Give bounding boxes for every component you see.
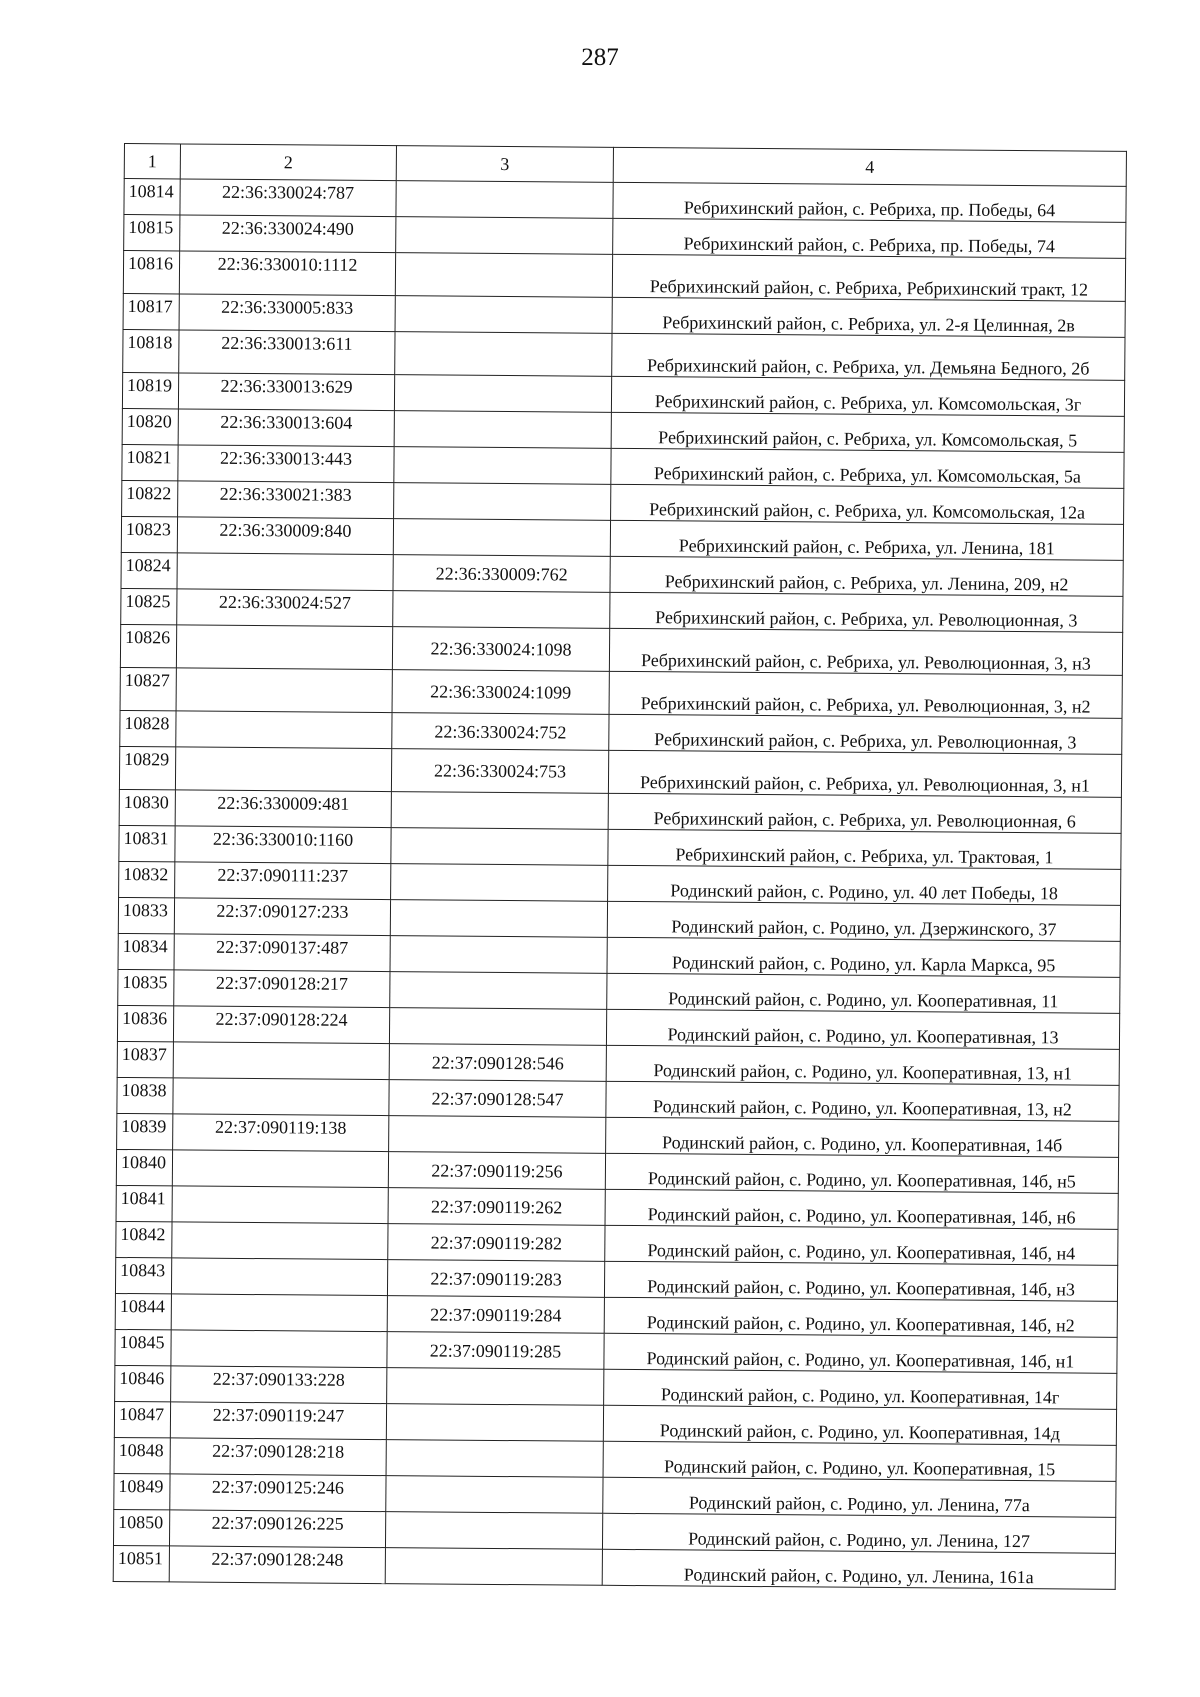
address-cell: Ребрихинский район, с. Ребриха, ул. Комсомольская, 3г — [611, 376, 1124, 416]
cadastral-number-alt-cell — [391, 864, 608, 902]
cadastral-number-cell — [173, 1078, 389, 1116]
cadastral-number-cell: 22:37:090128:218 — [170, 1438, 386, 1476]
table-row — [113, 1545, 1115, 1589]
address-cell: Ребрихинский район, с. Ребриха, Ребрихинский тракт, 12 — [612, 254, 1125, 301]
address-cell: Ребрихинский район, с. Ребриха, ул. Демьяна Бедного, 2б — [612, 333, 1125, 380]
address-cell: Родинский район, с. Родино, ул. Кооперативная, 14д — [603, 1405, 1116, 1445]
cadastral-number-alt-cell — [394, 447, 611, 485]
cadastral-number-cell: 22:36:330010:1160 — [175, 826, 391, 864]
address-cell: Ребрихинский район, с. Ребриха, ул. Революционная, 3 — [609, 714, 1122, 754]
row-number-cell: 10817 — [123, 293, 179, 329]
row-number-cell: 10827 — [120, 667, 176, 710]
row-number-cell: 10836 — [117, 1005, 173, 1041]
column-header-1: 1 — [124, 144, 180, 179]
address-cell: Ребрихинский район, с. Ребриха, ул. Ленина, 209, н2 — [610, 556, 1123, 596]
cadastral-number-cell: 22:36:330013:611 — [179, 330, 395, 375]
cadastral-number-cell: 22:36:330013:629 — [178, 373, 394, 411]
address-cell: Родинский район, с. Родино, ул. Кооперативная, 14г — [604, 1369, 1117, 1409]
row-number-cell: 10820 — [122, 408, 178, 444]
cadastral-number-alt-cell: 22:36:330024:753 — [391, 749, 608, 794]
address-cell: Ребрихинский район, с. Ребриха, ул. Революционная, 3, н3 — [609, 628, 1122, 675]
cadastral-number-alt-cell: 22:36:330009:762 — [393, 555, 610, 593]
address-cell: Родинский район, с. Родино, ул. Кооперативная, 13, н2 — [606, 1081, 1119, 1121]
cadastral-number-cell — [171, 1330, 387, 1368]
row-number-cell: 10838 — [117, 1077, 173, 1113]
cadastral-number-cell: 22:37:090125:246 — [170, 1474, 386, 1512]
address-cell: Ребрихинский район, с. Ребриха, ул. Революционная, 3, н1 — [608, 750, 1121, 797]
address-cell: Родинский район, с. Родино, ул. Кооперативная, 14б, н4 — [605, 1225, 1118, 1265]
cadastral-number-cell: 22:36:330009:481 — [175, 790, 391, 828]
address-cell: Родинский район, с. Родино, ул. Кооперативная, 14б — [606, 1117, 1119, 1157]
address-cell: Родинский район, с. Родино, ул. Кооперативная, 14б, н3 — [604, 1261, 1117, 1301]
cadastral-number-alt-cell: 22:37:090128:547 — [389, 1080, 606, 1118]
row-number-cell: 10842 — [116, 1221, 172, 1257]
cadastral-number-alt-cell: 22:37:090119:256 — [388, 1152, 605, 1190]
row-number-cell: 10837 — [117, 1041, 173, 1077]
cadastral-number-alt-cell — [390, 936, 607, 974]
cadastral-number-cell: 22:36:330024:490 — [180, 215, 396, 253]
cadastral-number-cell: 22:36:330024:527 — [177, 589, 393, 627]
cadastral-number-alt-cell: 22:37:090119:262 — [388, 1188, 605, 1226]
address-cell: Ребрихинский район, с. Ребриха, пр. Победы, 74 — [613, 218, 1126, 258]
cadastral-number-alt-cell — [395, 296, 612, 334]
cadastral-number-alt-cell — [386, 1476, 603, 1514]
column-header-3: 3 — [396, 146, 613, 183]
row-number-cell: 10814 — [124, 179, 180, 215]
cadastral-number-alt-cell: 22:36:330024:1098 — [392, 627, 609, 672]
cadastral-number-alt-cell — [395, 253, 612, 298]
registry-table — [113, 143, 1127, 1590]
row-number-cell: 10847 — [114, 1401, 170, 1437]
address-cell: Ребрихинский район, с. Ребриха, ул. Комсомольская, 5а — [611, 448, 1124, 488]
cadastral-number-alt-cell — [394, 375, 611, 413]
cadastral-number-cell — [172, 1222, 388, 1260]
row-number-cell: 10823 — [121, 516, 177, 552]
address-cell: Родинский район, с. Родино, ул. Кооперативная, 14б, н5 — [605, 1153, 1118, 1193]
column-header-2: 2 — [180, 144, 396, 181]
address-cell: Родинский район, с. Родино, ул. Кооперативная, 15 — [603, 1441, 1116, 1481]
cadastral-number-cell: 22:37:090133:228 — [171, 1366, 387, 1404]
cadastral-number-alt-cell — [393, 519, 610, 557]
row-number-cell: 10824 — [121, 552, 177, 588]
address-cell: Родинский район, с. Родино, ул. Карла Маркса, 95 — [607, 937, 1120, 977]
cadastral-number-cell: 22:36:330021:383 — [178, 481, 394, 519]
cadastral-number-cell: 22:37:090119:247 — [170, 1402, 386, 1440]
cadastral-number-cell: 22:37:090126:225 — [169, 1510, 385, 1548]
row-number-cell: 10849 — [114, 1473, 170, 1509]
row-number-cell: 10843 — [115, 1257, 171, 1293]
address-cell: Родинский район, с. Родино, ул. Кооперативная, 11 — [607, 973, 1120, 1013]
cadastral-number-alt-cell — [385, 1512, 602, 1550]
cadastral-number-alt-cell: 22:37:090119:282 — [388, 1224, 605, 1262]
row-number-cell: 10831 — [119, 825, 175, 861]
cadastral-number-cell: 22:37:090127:233 — [174, 898, 390, 936]
row-number-cell: 10840 — [116, 1149, 172, 1185]
registry-table-container — [113, 143, 1126, 1590]
cadastral-number-alt-cell: 22:36:330024:1099 — [392, 670, 609, 715]
cadastral-number-cell: 22:36:330013:443 — [178, 445, 394, 483]
row-number-cell: 10834 — [118, 933, 174, 969]
row-number-cell: 10835 — [118, 969, 174, 1005]
row-number-cell: 10826 — [120, 624, 176, 667]
cadastral-number-cell — [171, 1294, 387, 1332]
address-cell: Родинский район, с. Родино, ул. Кооперативная, 14б, н2 — [604, 1297, 1117, 1337]
address-cell: Родинский район, с. Родино, ул. Кооперативная, 13, н1 — [606, 1045, 1119, 1085]
address-cell: Родинский район, с. Родино, ул. Кооперативная, 14б, н1 — [604, 1333, 1117, 1373]
address-cell: Ребрихинский район, с. Ребриха, пр. Победы, 64 — [613, 182, 1126, 222]
cadastral-number-alt-cell — [387, 1368, 604, 1406]
row-number-cell: 10845 — [115, 1329, 171, 1365]
cadastral-number-alt-cell — [396, 217, 613, 255]
row-number-cell: 10825 — [121, 588, 177, 624]
cadastral-number-alt-cell — [391, 792, 608, 830]
address-cell: Ребрихинский район, с. Ребриха, ул. Комсомольская, 5 — [611, 412, 1124, 452]
address-cell: Ребрихинский район, с. Ребриха, ул. Комсомольская, 12а — [611, 484, 1124, 524]
cadastral-number-cell: 22:37:090128:217 — [174, 970, 390, 1008]
row-number-cell: 10848 — [114, 1437, 170, 1473]
cadastral-number-alt-cell: 22:37:090119:283 — [387, 1260, 604, 1298]
row-number-cell: 10829 — [119, 746, 175, 789]
row-number-cell: 10832 — [119, 861, 175, 897]
cadastral-number-cell — [175, 747, 391, 792]
column-header-4: 4 — [613, 147, 1126, 186]
address-cell: Ребрихинский район, с. Ребриха, ул. Революционная, 3, н2 — [609, 671, 1122, 718]
cadastral-number-cell — [177, 553, 393, 591]
cadastral-number-cell: 22:36:330009:840 — [177, 517, 393, 555]
cadastral-number-alt-cell — [395, 332, 612, 377]
cadastral-number-alt-cell — [390, 972, 607, 1010]
address-cell: Ребрихинский район, с. Ребриха, ул. Ленина, 181 — [610, 520, 1123, 560]
cadastral-number-cell: 22:37:090119:138 — [173, 1114, 389, 1152]
row-number-cell: 10819 — [122, 372, 178, 408]
cadastral-number-alt-cell — [394, 411, 611, 449]
page-number: 287 — [581, 44, 619, 71]
cadastral-number-alt-cell — [386, 1440, 603, 1478]
row-number-cell: 10828 — [120, 710, 176, 746]
row-number-cell: 10822 — [122, 480, 178, 516]
cadastral-number-cell — [173, 1042, 389, 1080]
cadastral-number-alt-cell: 22:37:090128:546 — [389, 1044, 606, 1082]
row-number-cell: 10850 — [113, 1509, 169, 1545]
cadastral-number-alt-cell — [396, 181, 613, 219]
address-cell: Родинский район, с. Родино, ул. Ленина, 127 — [602, 1513, 1115, 1553]
cadastral-number-cell — [176, 668, 392, 713]
cadastral-number-alt-cell — [394, 483, 611, 521]
row-number-cell: 10839 — [117, 1113, 173, 1149]
row-number-cell: 10815 — [124, 215, 180, 251]
address-cell: Ребрихинский район, с. Ребриха, ул. Революционная, 6 — [608, 793, 1121, 833]
row-number-cell: 10830 — [119, 789, 175, 825]
cadastral-number-alt-cell: 22:37:090119:285 — [387, 1332, 604, 1370]
row-number-cell: 10821 — [122, 444, 178, 480]
cadastral-number-cell: 22:37:090128:224 — [173, 1006, 389, 1044]
address-cell: Ребрихинский район, с. Ребриха, ул. Трактовая, 1 — [608, 829, 1121, 869]
cadastral-number-alt-cell — [389, 1116, 606, 1154]
cadastral-number-alt-cell — [391, 828, 608, 866]
cadastral-number-cell: 22:36:330010:1112 — [179, 251, 395, 296]
cadastral-number-alt-cell — [390, 900, 607, 938]
cadastral-number-alt-cell — [386, 1404, 603, 1442]
cadastral-number-cell — [176, 711, 392, 749]
cadastral-number-alt-cell: 22:36:330024:752 — [392, 713, 609, 751]
address-cell: Ребрихинский район, с. Ребриха, ул. 2-я Целинная, 2в — [612, 297, 1125, 337]
address-cell: Родинский район, с. Родино, ул. Кооперативная, 14б, н6 — [605, 1189, 1118, 1229]
cadastral-number-cell: 22:37:090137:487 — [174, 934, 390, 972]
cadastral-number-alt-cell — [389, 1008, 606, 1046]
row-number-cell: 10818 — [123, 329, 179, 372]
cadastral-number-alt-cell — [385, 1548, 602, 1586]
table-body — [113, 179, 1126, 1590]
cadastral-number-cell — [172, 1186, 388, 1224]
address-cell: Родинский район, с. Родино, ул. 40 лет Победы, 18 — [608, 865, 1121, 905]
cadastral-number-cell: 22:37:090128:248 — [169, 1546, 385, 1584]
cadastral-number-cell: 22:36:330013:604 — [178, 409, 394, 447]
row-number-cell: 10833 — [118, 897, 174, 933]
row-number-cell: 10841 — [116, 1185, 172, 1221]
address-cell: Ребрихинский район, с. Ребриха, ул. Революционная, 3 — [610, 592, 1123, 632]
cadastral-number-cell — [176, 625, 392, 670]
address-cell: Родинский район, с. Родино, ул. Дзержинского, 37 — [607, 901, 1120, 941]
cadastral-number-alt-cell: 22:37:090119:284 — [387, 1296, 604, 1334]
cadastral-number-cell: 22:37:090111:237 — [175, 862, 391, 900]
address-cell: Родинский район, с. Родино, ул. Ленина, 77а — [603, 1477, 1116, 1517]
cadastral-number-cell — [171, 1258, 387, 1296]
cadastral-number-cell: 22:36:330005:833 — [179, 294, 395, 332]
cadastral-number-alt-cell — [393, 591, 610, 629]
cadastral-number-cell: 22:36:330024:787 — [180, 179, 396, 217]
row-number-cell: 10851 — [113, 1545, 169, 1581]
cadastral-number-cell — [172, 1150, 388, 1188]
row-number-cell: 10846 — [115, 1365, 171, 1401]
address-cell: Родинский район, с. Родино, ул. Ленина, 161а — [602, 1549, 1115, 1589]
row-number-cell: 10844 — [115, 1293, 171, 1329]
row-number-cell: 10816 — [123, 251, 179, 294]
address-cell: Родинский район, с. Родино, ул. Кооперативная, 13 — [606, 1009, 1119, 1049]
